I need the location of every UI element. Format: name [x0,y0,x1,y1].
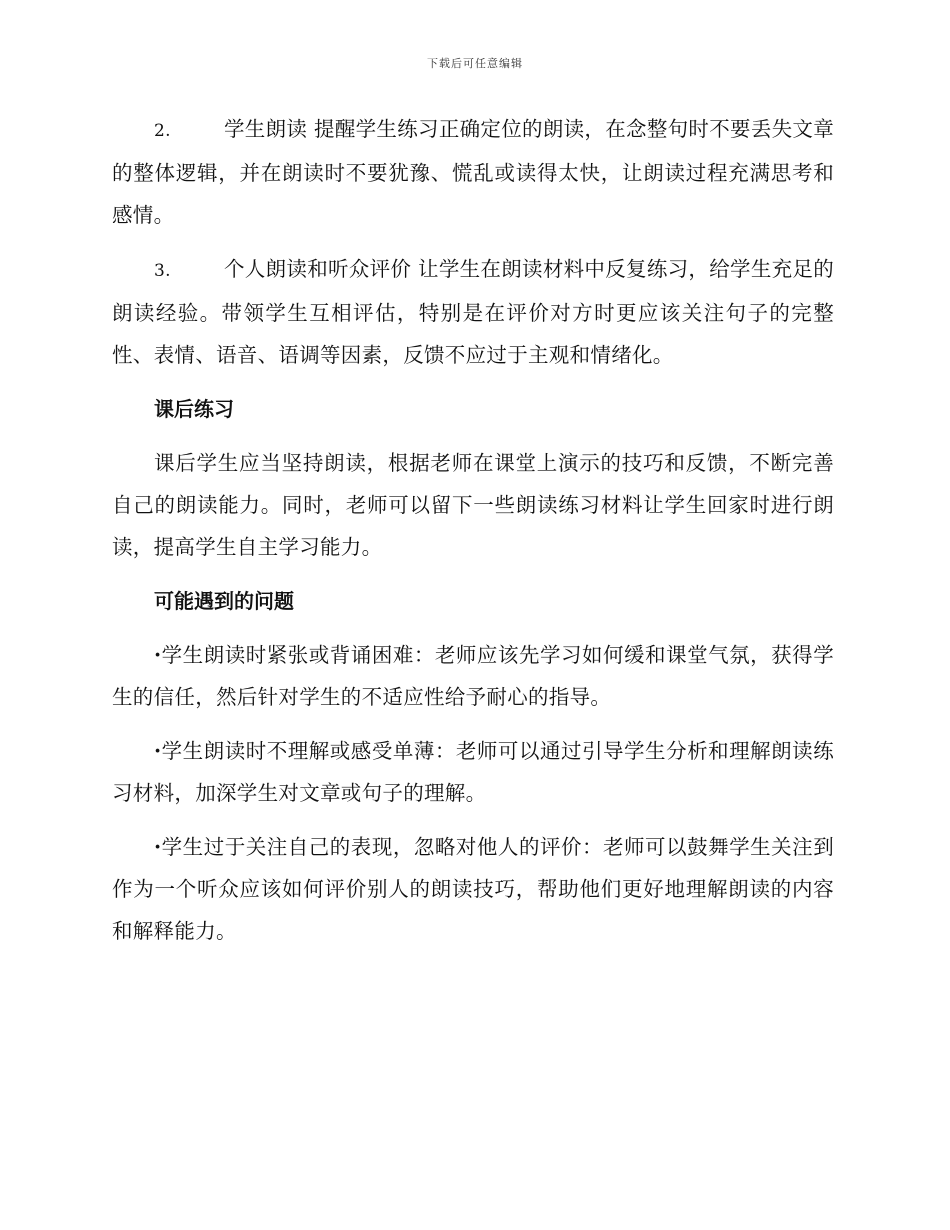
bullet-text: 学生朗读时紧张或背诵困难：老师应该先学习如何缓和课堂气氛，获得学生的信任，然后针对学生的不适应性给予耐心的指导。 [112,643,834,709]
bullet-paragraph [112,730,834,814]
section-heading-problems: 可能遇到的问题 [154,589,294,613]
numbered-paragraph [112,108,834,236]
document-body [112,108,834,964]
bullet-text: 学生过于关注自己的表现，忽略对他人的评价：老师可以鼓舞学生关注到作为一个听众应该如何评价别人的朗读技巧，帮助他们更好地理解朗读的内容和解释能力。 [112,835,834,943]
paragraph-text: 学生朗读 提醒学生练习正确定位的朗读，在念整句时不要丢失文章的整体逻辑，并在朗读时不要犹豫、慌乱或读得太快，让朗读过程充满思考和感情。 [112,117,835,227]
bullet-text: 学生朗读时不理解或感受单薄：老师可以通过引导学生分析和理解朗读练习材料，加深学生对文章或句子的理解。 [112,739,834,805]
bullet-dot: · [154,835,162,859]
bullet-dot: · [154,739,162,763]
paragraph-number: 3. [154,261,171,281]
numbered-paragraph [112,248,834,376]
paragraph-number: 2. [154,121,171,141]
page-header: 下载后可任意编辑 [427,57,523,70]
bullet-paragraph [112,826,834,952]
bullet-paragraph [112,634,834,718]
paragraph-text: 个人朗读和听众评价 让学生在朗读材料中反复练习，给学生充足的朗读经验。带领学生互相评估，特别是在评价对方时更应该关注句子的完整性、表情、语音、语调等因素，反馈不应过于主观和情绪化。 [112,257,835,367]
section-heading-after-class: 课后练习 [154,397,234,421]
after-class-paragraph: 课后学生应当坚持朗读，根据老师在课堂上演示的技巧和反馈，不断完善自己的朗读能力。同时，老师可以留下一些朗读练习材料让学生回家时进行朗读，提高学生自主学习能力。 [112,451,834,559]
bullet-dot: · [154,643,162,667]
